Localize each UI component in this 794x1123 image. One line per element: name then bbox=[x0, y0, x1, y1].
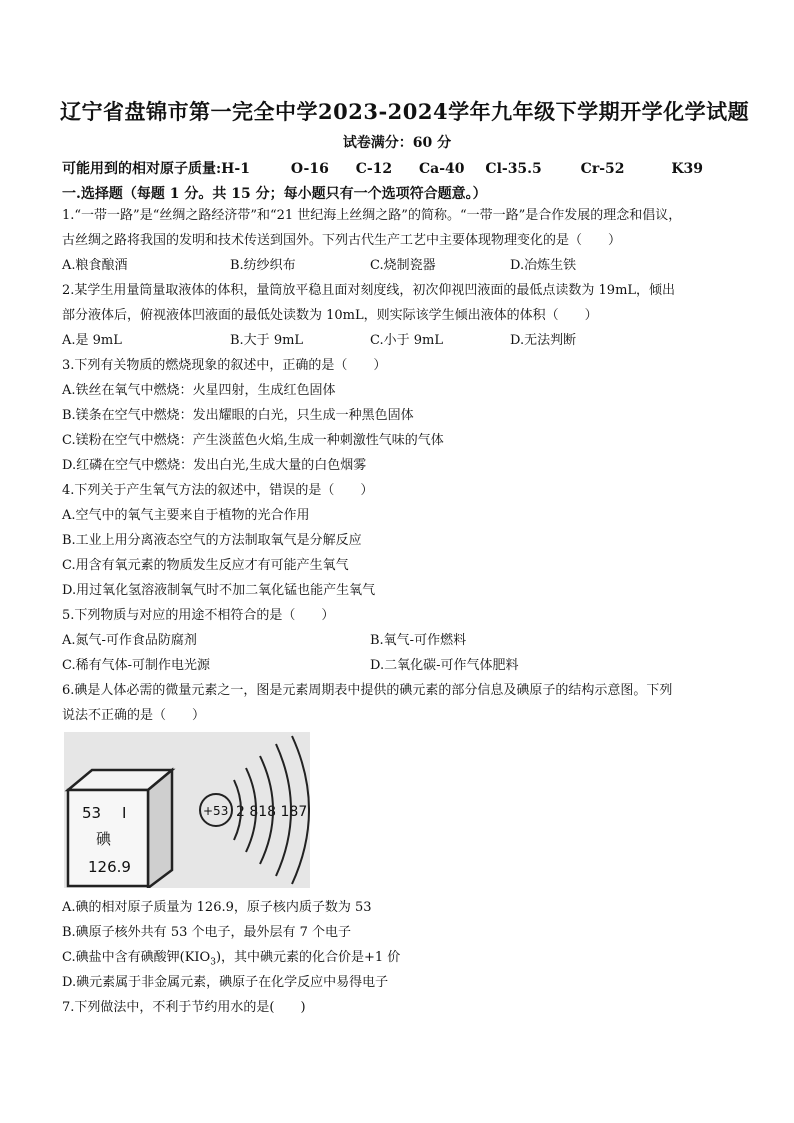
q3-option-a: A.铁丝在氧气中燃烧：火星四射，生成红色固体 bbox=[62, 383, 336, 398]
atomic-mass: 126.9 bbox=[88, 858, 131, 876]
q6-option-d: D.碘元素属于非金属元素，碘原子在化学反应中易得电子 bbox=[62, 975, 389, 990]
q6-option-b: B.碘原子核外共有 53 个电子，最外层有 7 个电子 bbox=[62, 925, 352, 940]
q6-option-c-pre: C.碘盐中含有碘酸钾(KIO bbox=[62, 950, 211, 965]
q3-option-d: D.红磷在空气中燃烧：发出白光,生成大量的白色烟雾 bbox=[62, 458, 367, 473]
q5-option-d: D.二氧化碳-可作气体肥料 bbox=[370, 658, 519, 673]
q4-option-a: A.空气中的氧气主要来自于植物的光合作用 bbox=[62, 508, 310, 523]
q1-stem-line2: 古丝绸之路将我国的发明和技术传送到国外。下列古代生产工艺中主要体现物理变化的是（ ） bbox=[62, 233, 622, 248]
q6-option-a: A.碘的相对原子质量为 126.9，原子核内质子数为 53 bbox=[62, 900, 372, 915]
q1-option-a: A.粮食酿酒 bbox=[62, 258, 128, 273]
cube-side bbox=[148, 770, 172, 888]
mass-h: 可能用到的相对原子质量:H-1 bbox=[62, 161, 250, 177]
q6-option-c bbox=[62, 949, 400, 972]
q6-stem-line1: 6.碘是人体必需的微量元素之一，图是元素周期表中提供的碘元素的部分信息及碘原子的结构示意图。下列 bbox=[62, 683, 673, 698]
q4-option-b: B.工业上用分离液态空气的方法制取氧气是分解反应 bbox=[62, 533, 362, 548]
q1-option-d: D.冶炼生铁 bbox=[510, 258, 577, 273]
q5-option-a: A.氮气-可作食品防腐剂 bbox=[62, 633, 197, 648]
element-symbol: I bbox=[122, 804, 127, 822]
full-score: 试卷满分：60 分 bbox=[342, 135, 452, 151]
q1-stem-line1: 1.“一带一路”是“丝绸之路经济带”和“21 世纪海上丝绸之路”的简称。“一带一路”是合作发展的理念和倡议， bbox=[62, 208, 682, 223]
atomic-number: 53 bbox=[82, 804, 102, 822]
q1-option-c: C.烧制瓷器 bbox=[370, 258, 436, 273]
q5-option-b: B.氧气-可作燃料 bbox=[370, 633, 467, 648]
q4-option-c: C.用含有氧元素的物质发生反应才有可能产生氧气 bbox=[62, 558, 349, 573]
element-name: 碘 bbox=[96, 830, 112, 848]
mass-ca: Ca-40 bbox=[419, 161, 465, 177]
q2-option-b: B.大于 9mL bbox=[230, 333, 304, 348]
mass-cl: Cl-35.5 bbox=[485, 161, 542, 177]
exam-title: 辽宁省盘锦市第一完全中学2023-2024学年九年级下学期开学化学试题 bbox=[60, 99, 750, 124]
q7-stem: 7.下列做法中，不利于节约用水的是( ) bbox=[62, 1000, 306, 1015]
q1-option-b: B.纺纱织布 bbox=[230, 258, 296, 273]
section-heading: 一.选择题（每题 1 分。共 15 分；每小题只有一个选项符合题意。） bbox=[62, 186, 487, 202]
q3-option-b: B.镁条在空气中燃烧：发出耀眼的白光，只生成一种黑色固体 bbox=[62, 408, 414, 423]
q2-option-c: C.小于 9mL bbox=[370, 333, 443, 348]
q6-option-c-subscript: 3 bbox=[210, 957, 216, 968]
q2-option-d: D.无法判断 bbox=[510, 333, 577, 348]
mass-c: C-12 bbox=[355, 161, 393, 177]
q6-option-c-post: )，其中碘元素的化合价是+1 价 bbox=[215, 950, 401, 965]
q4-option-d: D.用过氧化氢溶液制氧气时不加二氧化锰也能产生氧气 bbox=[62, 583, 376, 598]
q4-stem: 4.下列关于产生氧气方法的叙述中，错误的是（ ） bbox=[62, 483, 374, 498]
mass-cr: Cr-52 bbox=[580, 161, 625, 177]
iodine-figure bbox=[64, 732, 310, 888]
q3-stem: 3.下列有关物质的燃烧现象的叙述中，正确的是（ ） bbox=[62, 358, 387, 373]
q6-stem-line2: 说法不正确的是（ ） bbox=[62, 708, 206, 723]
mass-o: O-16 bbox=[290, 161, 329, 177]
relative-atomic-masses bbox=[62, 158, 703, 178]
q5-option-c: C.稀有气体-可制作电光源 bbox=[62, 658, 211, 673]
q2-stem-line1: 2.某学生用量筒量取液体的体积，量筒放平稳且面对刻度线，初次仰视凹液面的最低点读数为 19mL，倾出 bbox=[62, 283, 676, 298]
nucleus-charge: +53 bbox=[203, 804, 229, 818]
electron-shells: 2 818 187 bbox=[236, 804, 308, 820]
mass-k: K39 bbox=[671, 161, 704, 177]
q2-stem-line2: 部分液体后，俯视液体凹液面的最低处读数为 10mL，则实际该学生倾出液体的体积（ ） bbox=[62, 308, 598, 323]
q5-stem: 5.下列物质与对应的用途不相符合的是（ ） bbox=[62, 608, 335, 623]
q3-option-c: C.镁粉在空气中燃烧：产生淡蓝色火焰,生成一种刺激性气味的气体 bbox=[62, 433, 444, 448]
iodine-diagram bbox=[64, 732, 310, 888]
q2-option-a: A.是 9mL bbox=[62, 333, 122, 348]
